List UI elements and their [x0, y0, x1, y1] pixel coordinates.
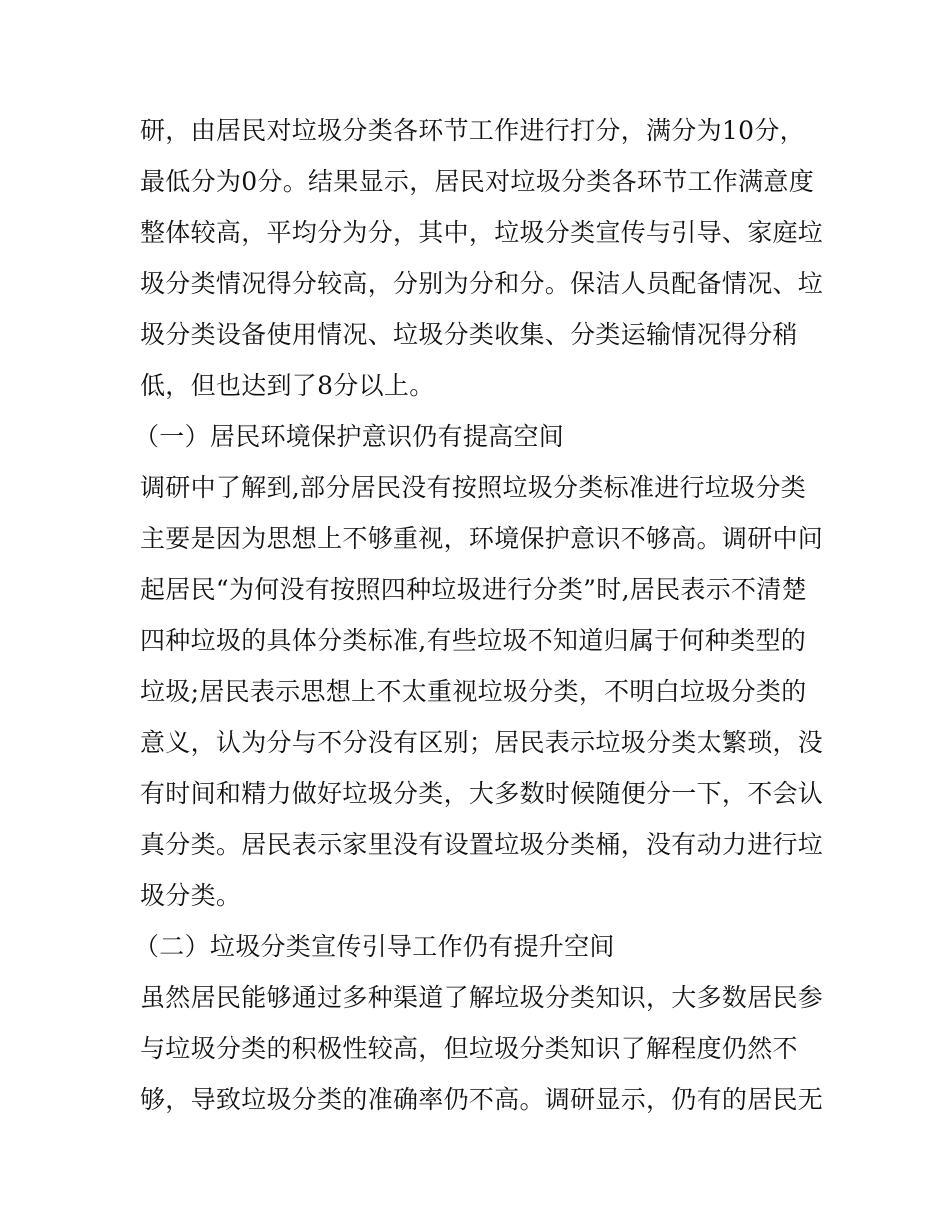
paragraph-line: 与垃圾分类的积极性较高，但垃圾分类知识了解程度仍然不	[140, 1034, 798, 1063]
section-heading: （二）垃圾分类宣传引导工作仍有提升空间	[134, 932, 615, 961]
paragraph-line: 主要是因为思想上不够重视，环境保护意识不够高。调研中问	[140, 524, 824, 553]
paragraph-line: 研，由居民对垃圾分类各环节工作进行打分，满分为10分，	[140, 116, 805, 145]
paragraph-line: 调研中了解到,部分居民没有按照垃圾分类标准进行垃圾分类	[140, 473, 807, 502]
paragraph-line: 垃圾;居民表示思想上不太重视垃圾分类，不明白垃圾分类的	[140, 677, 807, 706]
section-heading: （一）居民环境保护意识仍有提高空间	[134, 422, 565, 451]
paragraph-line: 真分类。居民表示家里没有设置垃圾分类桶，没有动力进行垃	[140, 830, 824, 859]
paragraph-line: 起居民“为何没有按照四种垃圾进行分类”时,居民表示不清楚	[140, 575, 807, 604]
paragraph-line: 圾分类设备使用情况、垃圾分类收集、分类运输情况得分稍	[140, 320, 798, 349]
paragraph-line: 意义，认为分与不分没有区别；居民表示垃圾分类太繁琐，没	[140, 728, 824, 757]
paragraph-line: 够，导致垃圾分类的准确率仍不高。调研显示，仍有的居民无	[140, 1085, 824, 1114]
paragraph-line: 虽然居民能够通过多种渠道了解垃圾分类知识，大多数居民参	[140, 983, 824, 1012]
paragraph-line: 最低分为0分。结果显示，居民对垃圾分类各环节工作满意度	[140, 167, 815, 196]
paragraph-line: 整体较高，平均分为分，其中，垃圾分类宣传与引导、家庭垃	[140, 218, 824, 247]
paragraph-line: 低，但也达到了8分以上。	[140, 371, 435, 400]
paragraph-line: 四种垃圾的具体分类标准,有些垃圾不知道归属于何种类型的	[140, 626, 807, 655]
paragraph-line: 有时间和精力做好垃圾分类，大多数时候随便分一下，不会认	[140, 779, 824, 808]
document-body	[134, 105, 824, 1125]
paragraph-line: 圾分类情况得分较高，分别为分和分。保洁人员配备情况、垃	[140, 269, 824, 298]
paragraph-line: 圾分类。	[140, 881, 242, 910]
